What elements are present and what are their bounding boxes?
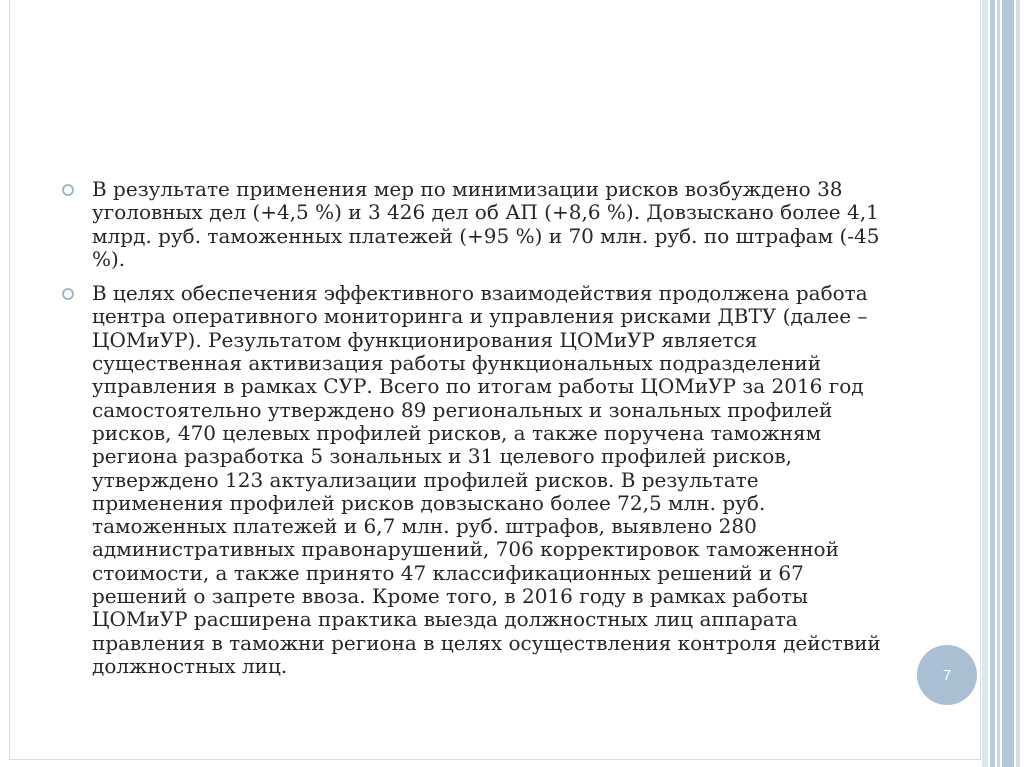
slide-body <box>62 178 892 689</box>
page-number-badge <box>917 645 977 705</box>
stripe <box>1002 0 1014 767</box>
stripe <box>997 0 1000 767</box>
bullet-item <box>62 178 892 271</box>
stripe <box>982 0 988 767</box>
stripe <box>990 0 995 767</box>
bullet-circle-icon <box>62 184 74 196</box>
decorative-stripes <box>982 0 1024 767</box>
bullet-text: В целях обеспечения эффективного взаимодействия продолжена работа центра оперативного мониторинга и управления рисками ДВТУ (далее – ЦОМиУР). Результатом функционирования ЦОМиУР является существенная активизация работы функциональных подразделений управления в рамках СУР. Всего по итогам работы ЦОМиУР за 2016 год самостоятельно утверждено 89 региональных и зональных профилей рисков, 470 целевых профилей рисков, а также поручена таможням региона разработка 5 зональных и 31 целевого профилей рисков, утверждено 123 актуализации профилей рисков. В результате применения профилей рисков довзыскано более 72,5 млн. руб. таможенных платежей и 6,7 млн. руб. штрафов, выявлено 280 административных правонарушений, 706 корректировок таможенной стоимости, а также принято 47 классификационных решений и 67 решений о запрете ввоза. Кроме того, в 2016 году в рамках работы ЦОМиУР расширена практика выезда должностных лиц аппарата правления в таможни региона в целях осуществления контроля действий должностных лиц. <box>92 281 881 678</box>
page-number: 7 <box>942 666 952 684</box>
stripe <box>1016 0 1020 767</box>
bullet-text: В результате применения мер по минимизации рисков возбуждено 38 уголовных дел (+4,5 %) и 3 426 дел об АП (+8,6 %). Довзыскано более 4,1 млрд. руб. таможенных платежей (+95 %) и 70 млн. руб. по штрафам (-45 %). <box>92 177 880 271</box>
bullet-item <box>62 282 892 678</box>
bullet-circle-icon <box>62 288 74 300</box>
